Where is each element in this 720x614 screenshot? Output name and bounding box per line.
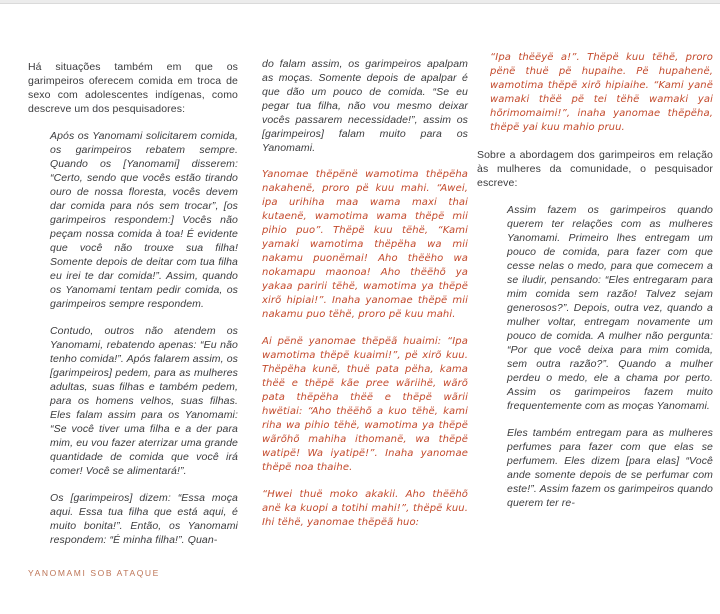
text-column-2: [262, 57, 468, 543]
paragraph-quote-3: Os [garimpeiros] dizem: “Essa moça aqui. Essa tua filha que está aqui, é muito bonita!”. Então, os Yanomami respondem: “É minha filha!”. Quan-: [50, 492, 238, 546]
paragraph-quote-1: Após os Yanomami solicitarem comida, os garimpeiros rebatem sempre. Quando os [Yanomami] disserem: “Certo, sendo que vocês estão tirando ouro de nossa floresta, vocês devem dar comida para nós sem trocar”, [os garimpeiros respondem:] Vocês não peçam nossa comida à toa! É evidente que você não trouxe sua filha! Somente depois de deitar com tua filha eu irei te dar comida!”. Assim, quando os Yanomami tentam pedir comida, os garimpeiros sempre respondem.: [50, 130, 238, 310]
paragraph-quote-continued: do falam assim, os garimpeiros apalpam as moças. Somente depois de apalpar é que dão um pouco de comida. “Se eu pegar tua filha, não vou mesmo deixar vocês passarem necessidade!”, assim os [garimpeiros] falam muito para os Yanomami.: [262, 58, 468, 154]
paragraph-intro: Há situações também em que os garimpeiros oferecem comida em troca de sexo com adolescentes indígenas, como descreve um dos pesquisadores:: [28, 61, 238, 115]
paragraph-yanomami-text-1: Yanomae thëpënë wamotima thëpëha nakahenë, proro pë kuu mahi. “Awei, ipa urihiha maa wama maxi thai kutaenë, wamotima wama thëpë mii pihio puo”. Thëpë kuu tëhë, “Kami yamaki wamotima thëpëha wa mii nakamu puonëmai! Aho thëëho wa nokamapu maonoa! Aho thëëhõ ya yakaa paririi tëhë, wamotima ya thëpë xirõ hipiai!”. Inaha yanomae thëpë mii nakamu puo tëhë, proro pë kuu mahi.: [262, 169, 468, 320]
paragraph-quote-2: Contudo, outros não atendem os Yanomami, rebatendo apenas: “Eu não tenho comida!”. Após falarem assim, os [garimpeiros] pedem, para as mulheres adultas, suas filhas e também pedem, para os homens velhos, suas filhas. Eles falam assim para os Yanomami: “Se você tiver uma filha e a der para mim, eu vou fazer aterrizar uma grande quantidade de comida que você irá comer! Você se alimentará!”.: [50, 325, 238, 477]
text-column-1: [28, 60, 238, 560]
paragraph-quote-4: Assim fazem os garimpeiros quando querem ter relações com as mulheres Yanomami. Primeiro lhes entregam um pouco de comida, para fazer com que cesse nelas o medo, para que comecem a se iludir, pensando: “Eles entregaram para mim comida sem razão! Talvez sejam generosos?”. Depois, outra vez, quando a mulher voltar, entregam novamente um pouco de comida. A mulher não pergunta: “Por que você deixa para mim comida, sem outra razão?”. Quando a mulher perdeu o medo, ele a chama por perto. Assim os garimpeiros fazem muito frequentemente com as moças Yanomami.: [507, 204, 713, 412]
text-column-3: [477, 51, 713, 523]
running-footer-book-title: YANOMAMI SOB ATAQUE: [28, 568, 160, 578]
paragraph-yanomami-text-2: Ai pënë yanomae thëpëã huaimi: “Ipa wamotima thëpë kuaimi!”, pë xirõ kuu. Thëpëha kunë, thuë pata pëha, kama thëë e thëpë kãe pree wãriihë, wãrõ pata thëpëha thëë e thëpë wãrii hwëtiai: “Aho thëëhõ a kuo tëhë, kami riha wa pihio tëhë, wamotima ya thëpë wãrõhõ mahiha ithomanë, wa thëpë watipë! Wa iyatipë!”. Inaha yanomae thëpë noa thaihe.: [262, 336, 468, 473]
paragraph-quote-5: Eles também entregam para as mulheres perfumes para fazer com que elas se perfumem. Eles dizem [para elas] “Você ande somente depois de se perfumar com este!”. Assim fazem os garimpeiros quando querem ter re-: [507, 427, 713, 509]
paragraph-yanomami-text-3: “Hwei thuë moko akakii. Aho thëëhõ anë ka kuopi a totihi mahi!”, thëpë kuu. Ihi tëhë, yanomae thëpëã huo:: [262, 489, 468, 528]
paragraph-intro-2: Sobre a abordagem dos garimpeiros em relação às mulheres da comunidade, o pesquisador escreve:: [477, 149, 713, 189]
paragraph-yanomami-text-4: “Ipa thëëyë a!”. Thëpë kuu tëhë, proro pënë thuë pë hupaihe. Pë hupahenë, wamotima thëpë xirõ hipiaihe. “Kami yanë wamaki thëë pë tei tëhë wamaki yai hõrimomaimi!”, inaha yanomae thëpëha, thëpë yai kuu mahio pruu.: [490, 52, 713, 133]
